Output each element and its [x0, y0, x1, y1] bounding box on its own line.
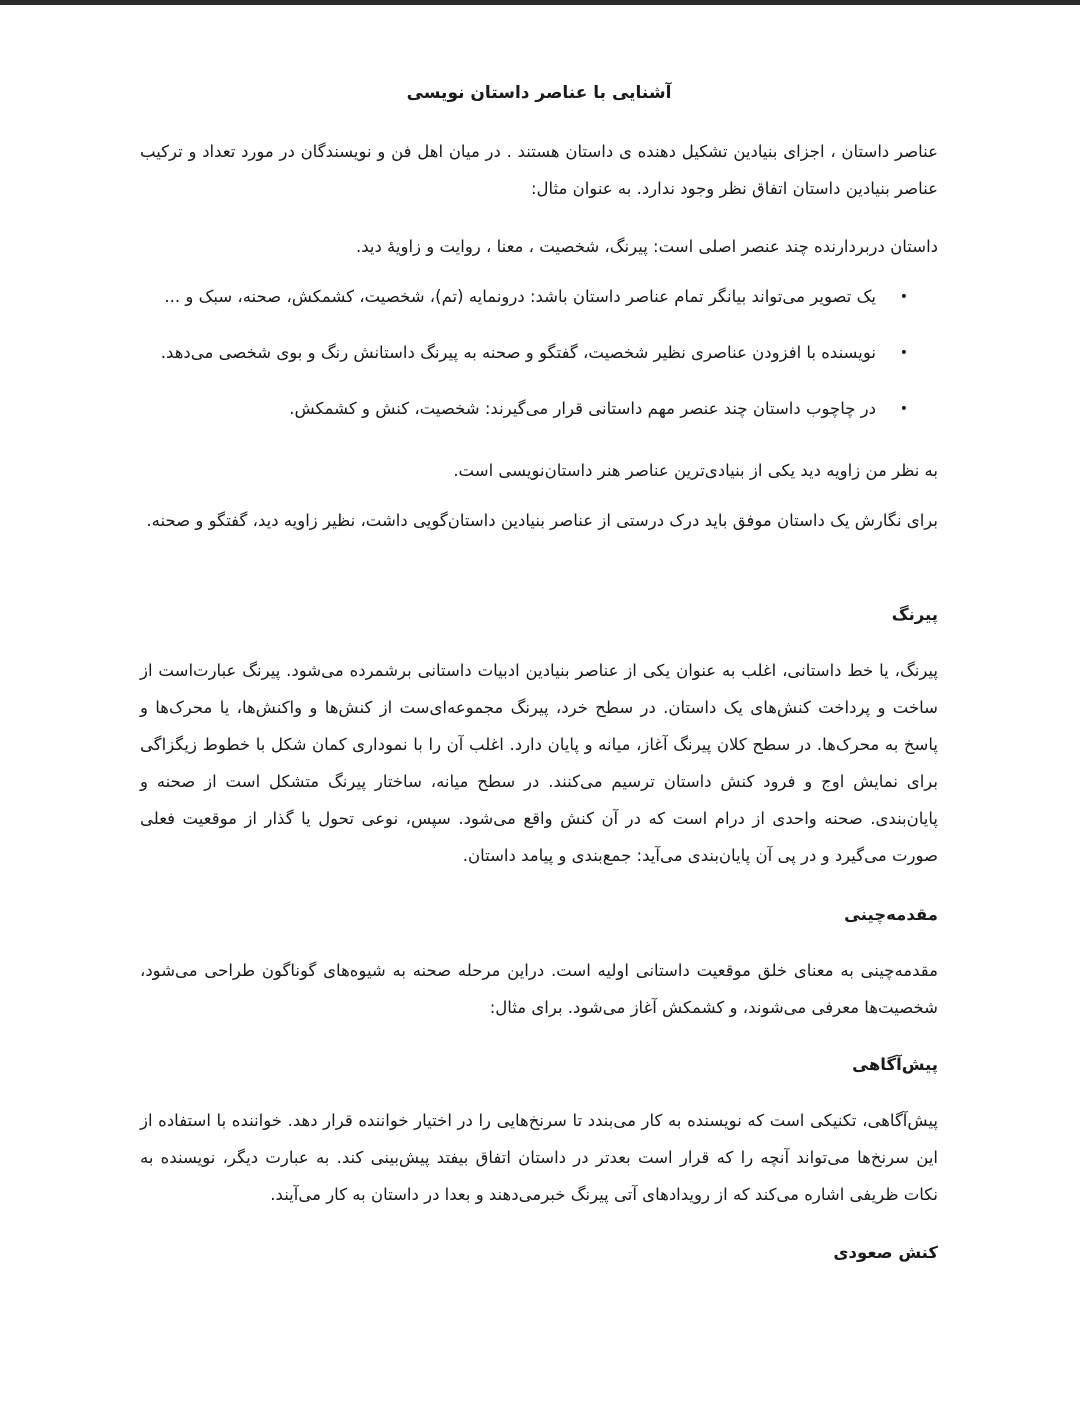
opinion-paragraph: به نظر من زاویه دید یکی از بنیادی‌ترین عناصر هنر داستان‌نویسی است.	[453, 461, 938, 480]
plot-paragraph: پیرنگ، یا خط داستانی، اغلب به عنوان یکی از عناصر بنیادین ادبیات داستانی برشمرده می‌شود. پیرنگ عبارت‌است از ساخت و پرداخت کنش‌های یک داستان. در سطح خرد، پیرنگ مجموعه‌ای‌ست از کنش‌ها و واکنش‌ها، یا محرک‌ها و پاسخ به محرک‌ها. در سطح کلان پیرنگ آغاز، میانه و پایان دارد. اغلب آن را با نموداری کمان شکل با خطوط زیگزاگی برای نمایش اوج و فرود کنش داستان ترسیم می‌کنند. در سطح میانه، ساختار پیرنگ متشکل است از صحنه و پایان‌بندی. صحنه واحدی از درام است که در آن کنش واقع می‌شود. سپس، نوعی تحول یا گذار از موقعیت فعلی صورت می‌گیرد و در پی آن پایان‌بندی می‌آید: جمع‌بندی و پیامد داستان.	[140, 661, 938, 865]
bullet-text: یک تصویر می‌تواند بیانگر تمام عناصر داستان باشد: درونمایه (تم)، شخصیت، کشمکش، صحنه، سبک و ...	[164, 287, 876, 306]
bullet-list	[140, 285, 938, 453]
section-heading-plot: پیرنگ	[891, 605, 938, 624]
document-title: آشنایی با عناصر داستان نویسی	[406, 83, 672, 103]
document-page	[0, 5, 1080, 1427]
section-heading-foreshadowing: پیش‌آگاهی	[852, 1055, 938, 1074]
foreshadowing-paragraph: پیش‌آگاهی، تکنیکی است که نویسنده به کار می‌بندد تا سرنخ‌هایی را در اختیار خواننده قرار دهد. خواننده با استفاده از این سرنخ‌ها می‌تواند آنچه را که قرار است بعدتر در داستان اتفاق بیفتد پیش‌بینی کند. به عبارت دیگر، نویسنده به نکات ظریفی اشاره می‌کند که از رویدادهای آتی پیرنگ خبرمی‌دهند و بعدا در داستان به کار می‌آیند.	[140, 1111, 938, 1204]
bullet-marker: •	[899, 289, 908, 305]
definition-paragraph: داستان دربردارنده چند عنصر اصلی است: پیرنگ، شخصیت ، معنا ، روایت و زاویهٔ دید.	[355, 237, 938, 256]
bullet-text: در چاچوب داستان چند عنصر مهم داستانی قرار می‌گیرند: شخصیت، کنش و کشمکش.	[289, 399, 876, 418]
section-heading-exposition: مقدمه‌چینی	[844, 905, 938, 924]
exposition-paragraph: مقدمه‌چینی به معنای خلق موقعیت داستانی اولیه است. دراین مرحله صحنه به شیوه‌های گوناگون طراحی می‌شود، شخصیت‌ها معرفی می‌شوند، و کشمکش آغاز می‌شود. برای مثال:	[140, 961, 938, 1017]
list-item	[140, 285, 938, 341]
advice-paragraph: برای نگارش یک داستان موفق باید درک درستی از عناصر بنیادین داستان‌گویی داشت، نظیر زاویه دید، گفتگو و صحنه.	[146, 511, 938, 530]
bullet-marker: •	[899, 401, 908, 417]
intro-paragraph: عناصر داستان ، اجزای بنیادین تشکیل دهنده ی داستان هستند . در میان اهل فن و نویسندگان در مورد تعداد و ترکیب عناصر بنیادین داستان اتفاق نظر وجود ندارد. به عنوان مثال:	[140, 142, 938, 198]
bullet-marker: •	[899, 345, 908, 361]
bullet-text: نویسنده با افزودن عناصری نظیر شخصیت، گفتگو و صحنه به پیرنگ داستانش رنگ و بوی شخصی می‌دهد.	[160, 343, 876, 362]
list-item	[140, 341, 938, 397]
list-item	[140, 397, 938, 453]
section-heading-rising-action: کنش صعودی	[833, 1243, 938, 1262]
